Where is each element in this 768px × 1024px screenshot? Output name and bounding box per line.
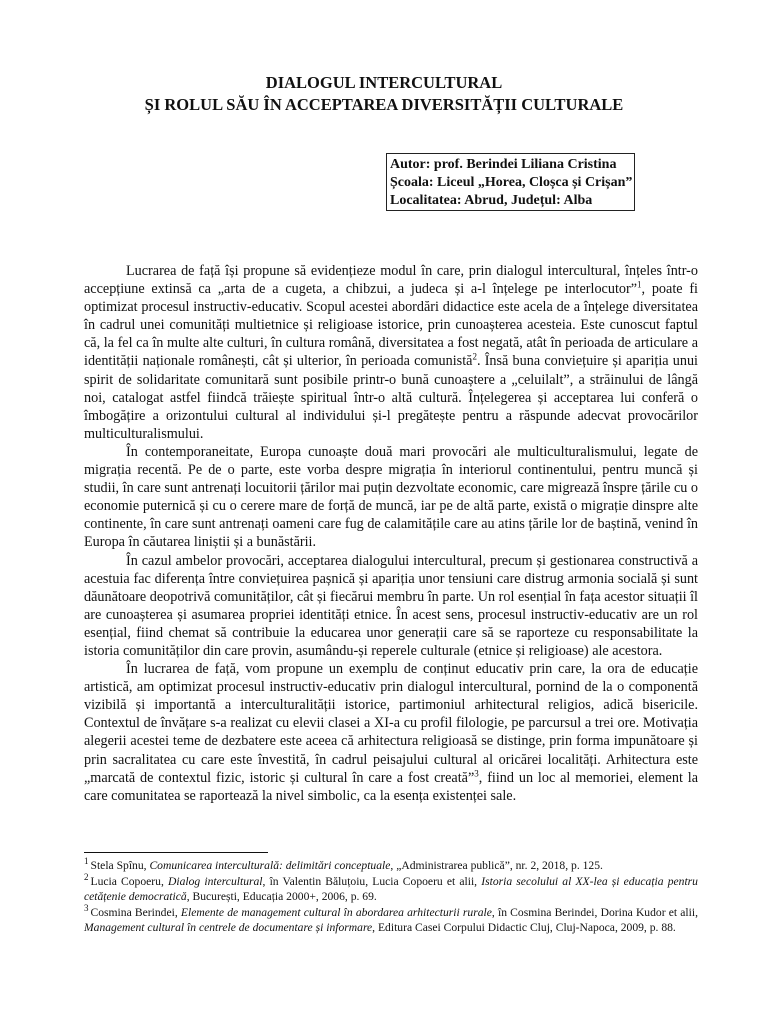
footnote-1-details: , „Administrarea publică”, nr. 2, 2018, p. 125.	[390, 859, 603, 872]
footnote-2-details: , București, Educația 2000+, 2006, p. 69.	[186, 890, 377, 903]
footnote-1-number: 1	[84, 856, 89, 867]
title-line-2: ȘI ROLUL SĂU ÎN ACCEPTAREA DIVERSITĂȚII CULTURALE	[144, 95, 624, 114]
footnote-ref-3: 3	[474, 767, 479, 778]
locality-line: Localitatea: Abrud, Județul: Alba	[390, 193, 593, 208]
paragraph-1	[84, 262, 698, 443]
footnote-2-number: 2	[84, 872, 89, 883]
paragraph-1-part-b: , poate fi optimizat procesul instructiv-educativ. Scopul acestei abordări didactice este acela de a înțelege diversitatea în cadrul unei comunități multietnice și religioase istorice, prin cunoașterea acesteia. Este cunoscut faptul că, la fel ca în multe alte culturi, în cultura română, diversitatea a fost negată, atât în perioada de articulare a identității naționale românești, cât și ulterior, în perioada comunistă	[84, 281, 699, 370]
title-line-1: DIALOGUL INTERCULTURAL	[265, 73, 503, 92]
document-title	[0, 72, 768, 116]
footnote-3-author: Cosmina Berindei,	[90, 906, 181, 919]
document-body	[84, 262, 698, 805]
footnotes	[84, 858, 698, 936]
footnote-ref-1: 1	[637, 279, 642, 290]
school-line: Școala: Liceul „Horea, Cloșca și Crișan”	[390, 175, 633, 190]
paragraph-4	[84, 660, 698, 805]
footnote-3-chapter: Elemente de management cultural în abordarea arhitecturii rurale	[180, 906, 492, 919]
author-info-box	[386, 153, 635, 211]
footnote-3-number: 3	[84, 903, 89, 914]
footnote-3-editors: , în Cosmina Berindei, Dorina Kudor et alii,	[491, 906, 698, 919]
footnote-2-chapter: Dialog intercultural	[168, 875, 263, 888]
paragraph-3: În cazul ambelor provocări, acceptarea dialogului intercultural, precum și gestionarea constructivă a acestuia fac diferența între conviețuirea pașnică și apariția unor tensiuni care distrug armonia socială și sunt dăunătoare deopotrivă comunităților, cât și fiecărui membru în parte. Un rol esențial în fața acestor situații îl are cunoașterea și asumarea propriei identități etnice. În acest sens, procesul instructiv-educativ are un rol esențial, fiind chemat să contribuie la educarea unor generații care să se raporteze cu responsabilitate la istoria comunităților din care provin, asumându-și reperele culturale (etnice și religioase) ale acestora.	[84, 552, 699, 659]
footnote-2-author: Lucia Copoeru,	[90, 875, 168, 888]
footnote-2	[84, 874, 698, 904]
footnote-1	[84, 858, 698, 873]
footnote-3-book: Management cultural în centrele de documentare și informare	[84, 921, 373, 934]
paragraph-4-part-b: , fiind un loc al memoriei, element la care comunitatea se raportează la nivel simbolic, ca la esența existenței sale.	[84, 769, 698, 804]
footnote-separator	[84, 852, 268, 853]
footnote-2-editors: , în Valentin Băluțoiu, Lucia Copoeru et alii,	[262, 875, 482, 888]
paragraph-4-part-a: În lucrarea de față, vom propune un exemplu de conținut educativ prin care, la ora de educație artistică, am optimizat procesul instructiv-educativ prin dialogul intercultural, pornind de la o componentă vizibilă și importantă a interculturalității istorice, partimoniul arhitectural religios, adică bisericile. Contextul de învățare s-a realizat cu elevii clasei a XI-a cu profil filologie, pe parcursul a trei ore. Motivația alegerii acestei teme de dezbatere este aceea că arhitectura religioasă se distinge, prin forma impunătoare și prin sacralitatea cu care este învestită, în cadrul peisajului cultural al oricărei localități. Arhitectura este „marcată de contextul fizic, istoric și cultural în care a fost creată”	[84, 661, 698, 786]
footnote-1-author: Stela Spînu,	[90, 859, 150, 872]
footnote-ref-2: 2	[472, 351, 477, 362]
footnote-2-book: Istoria secolului al XX-lea și educația pentru cetățenie democratică	[84, 875, 698, 903]
paragraph-2: În contemporaneitate, Europa cunoaște două mari provocări ale multiculturalismului, legate de migrația recentă. Pe de o parte, este vorba despre migrația în interiorul continentului, pentru muncă și studii, în care sunt antrenați locuitorii țărilor mai puțin dezvoltate economic, care migrează înspre țările cu o economie puternică și cu o cerere mare de forță de muncă, iar pe de altă parte, există o migrație dinspre alte continente, în care sunt antrenați oameni care fug de calamitățile care au atins țările lor de baștină, venind în Europa în căutarea liniștii și a bunăstării.	[84, 443, 698, 551]
footnote-1-title: Comunicarea interculturală: delimitări conceptuale	[149, 859, 391, 872]
paragraph-1-part-c: . Însă buna conviețuire și apariția unui spirit de solidaritate comunitară sunt posibile printr-o bună cunoaștere a „celuilalt”, a străinului de lângă noi, catalogat astfel fiindcă trăiește spiritual într-o altă cultură. Înțelegerea și acceptarea lui conferă o îmbogățire a orizontului cultural al individului și-l pregătește pentru a răspunde adecvat provocărilor multiculturalismului.	[84, 353, 698, 442]
footnote-3-details: , Editura Casei Corpului Didactic Cluj, Cluj-Napoca, 2009, p. 88.	[372, 921, 676, 934]
paragraph-1-part-a: Lucrarea de față își propune să evidențieze modul în care, prin dialogul intercultural, înțeles într-o accepțiune extinsă ca „arta de a cugeta, a chibzui, a judeca și a-l înțelege pe interlocutor”	[84, 263, 698, 298]
footnote-3	[84, 905, 698, 935]
author-line: Autor: prof. Berindei Liliana Cristina	[390, 157, 617, 172]
